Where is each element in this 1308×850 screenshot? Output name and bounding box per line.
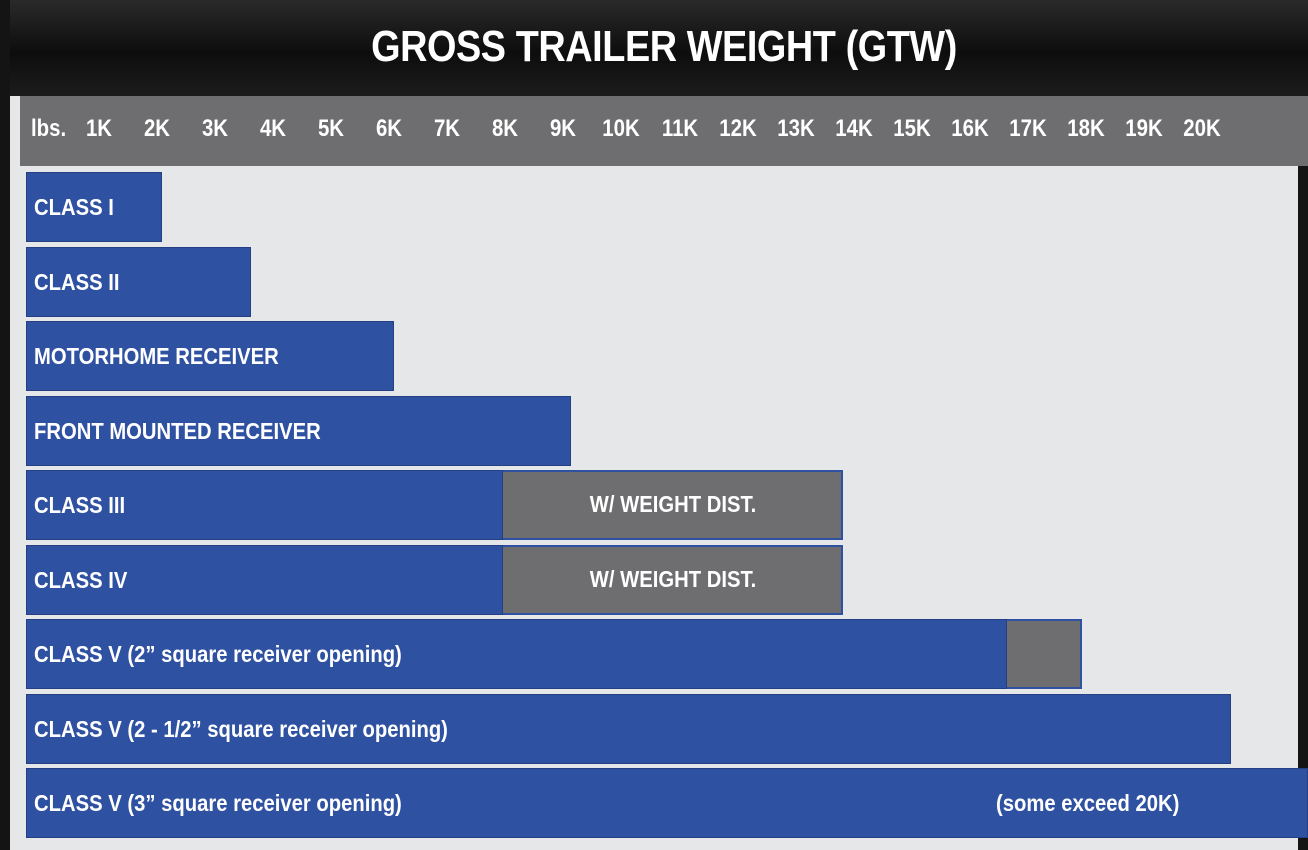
extension-bar-row-7 — [1007, 619, 1082, 689]
scale-tick-3k: 3K — [202, 115, 229, 142]
weight-dist-label: W/ WEIGHT DIST. — [589, 491, 757, 517]
scale-tick-11k: 11K — [661, 115, 698, 142]
bar-label-row-5: CLASS III — [34, 492, 126, 518]
bar-label-row-9: CLASS V (3” square receiver opening) — [34, 790, 402, 816]
weight-scale — [20, 96, 1308, 166]
scale-tick-1k: 1K — [85, 115, 113, 142]
scale-tick-14k: 14K — [834, 115, 873, 142]
scale-tick-13k: 13K — [776, 115, 815, 142]
scale-tick-16k: 16K — [951, 115, 989, 142]
scale-tick-19k: 19K — [1125, 115, 1163, 142]
chart-title: GROSS TRAILER WEIGHT (GTW) — [371, 22, 957, 71]
weight-dist-label: W/ WEIGHT DIST. — [589, 565, 757, 592]
scale-tick-2k: 2K — [144, 115, 171, 142]
chart-header — [10, 0, 1308, 96]
scale-unit-label: lbs. — [31, 115, 67, 142]
scale-tick-6k: 6K — [376, 115, 403, 142]
bar-label-row-4: FRONT MOUNTED RECEIVER — [34, 417, 321, 444]
scale-tick-4k: 4K — [260, 115, 287, 142]
scale-tick-12k: 12K — [718, 115, 757, 142]
scale-tick-18k: 18K — [1067, 115, 1105, 142]
scale-tick-9k: 9K — [550, 115, 577, 142]
scale-tick-5k: 5K — [318, 115, 345, 142]
bar-label-row-6: CLASS IV — [34, 566, 128, 593]
scale-tick-17k: 17K — [1009, 115, 1047, 142]
scale-tick-15k: 15K — [892, 115, 931, 142]
scale-tick-20k: 20K — [1183, 115, 1221, 142]
bar-label-row-1: CLASS I — [34, 194, 114, 220]
bar-label-row-3: MOTORHOME RECEIVER — [34, 343, 279, 369]
scale-tick-8k: 8K — [492, 115, 519, 142]
scale-tick-7k: 7K — [434, 115, 461, 142]
exceed-note: (some exceed 20K) — [996, 790, 1180, 816]
bar-label-row-2: CLASS II — [34, 268, 120, 295]
bar-label-row-7: CLASS V (2” square receiver opening) — [34, 641, 402, 667]
bar-label-row-8: CLASS V (2 - 1/2” square receiver opening) — [34, 715, 448, 742]
scale-tick-10k: 10K — [602, 115, 641, 142]
